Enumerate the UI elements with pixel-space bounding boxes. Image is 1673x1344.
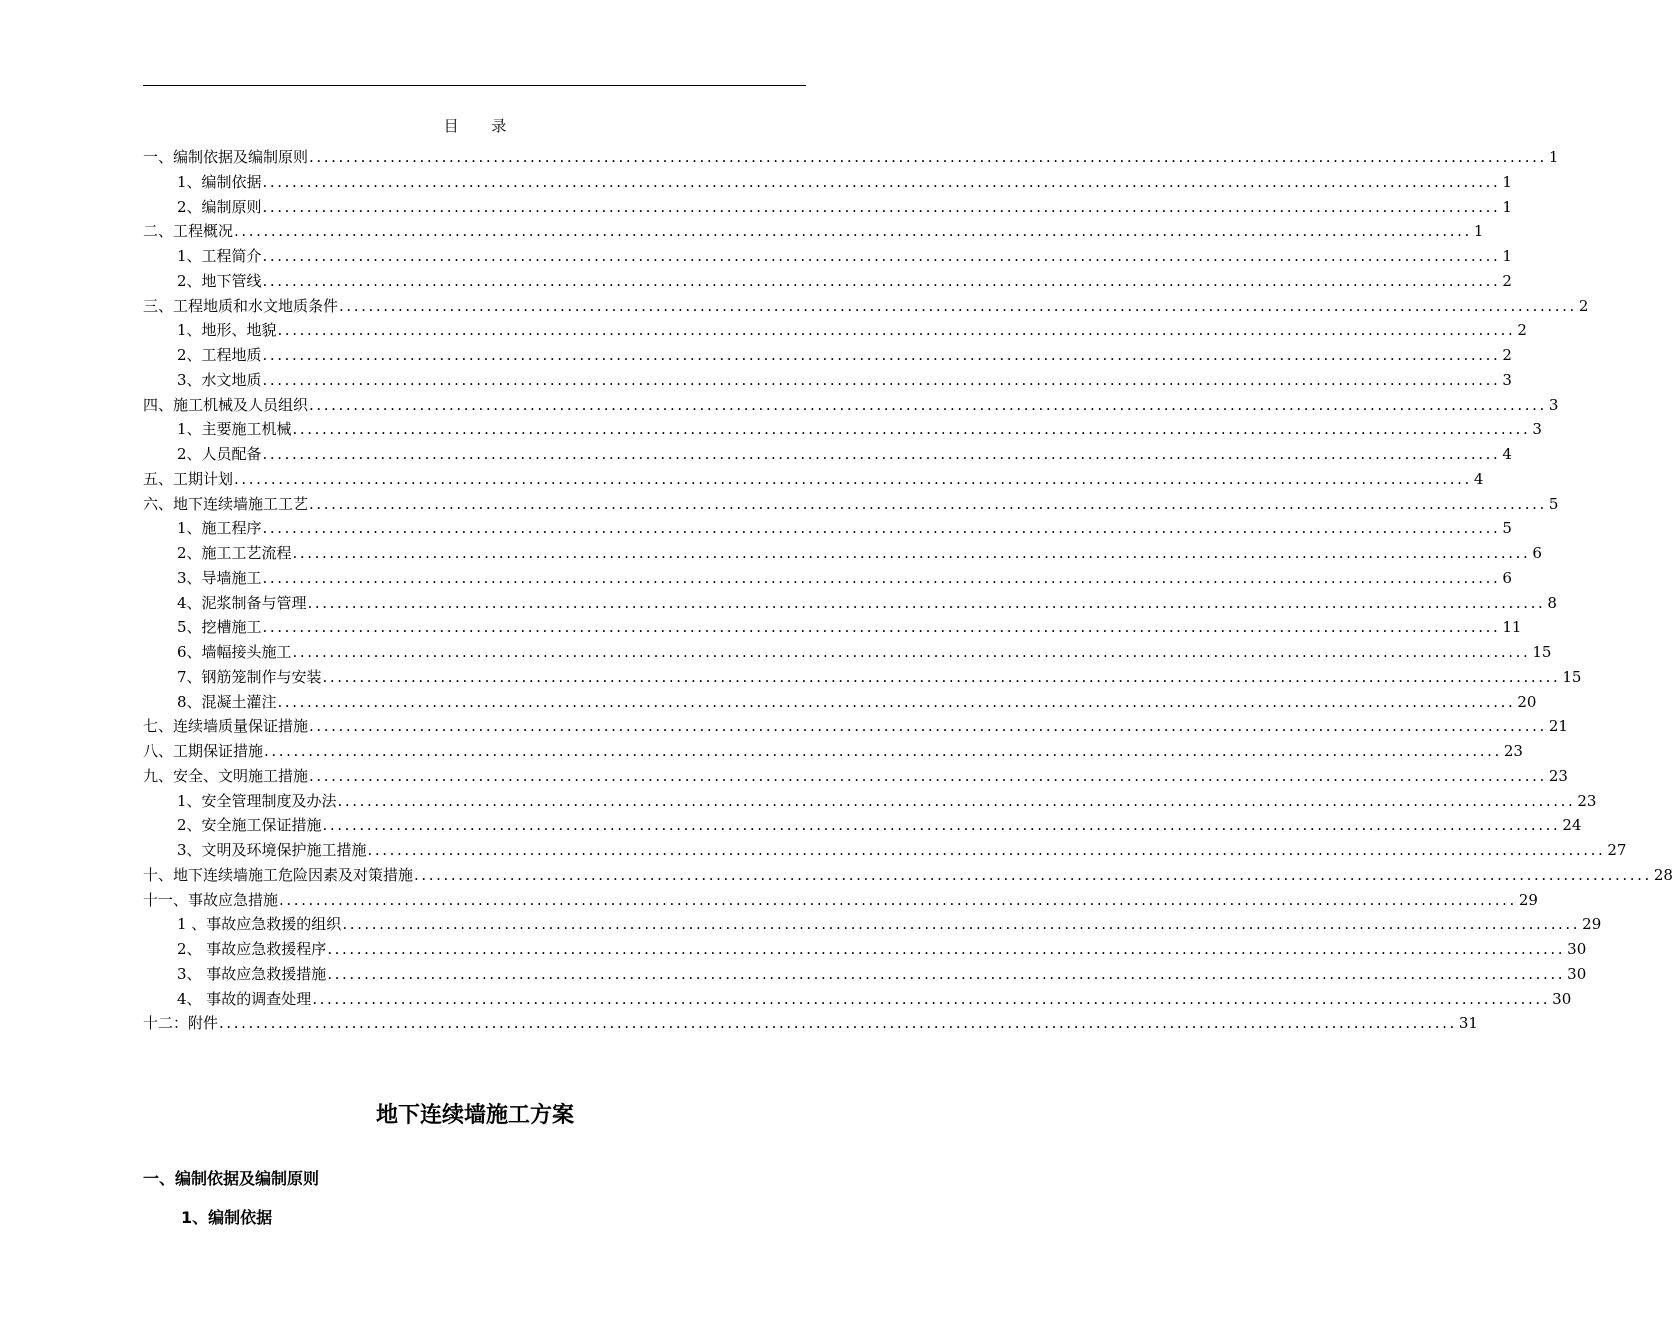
toc-entry-label: 一、编制依据及编制原则: [143, 148, 309, 166]
toc-entry[interactable]: [143, 368, 1512, 393]
toc-entry[interactable]: [143, 888, 1538, 913]
toc-entry[interactable]: [143, 962, 1587, 987]
toc-entry-page: 6: [1532, 544, 1542, 562]
toc-entry-label: 1、编制依据: [177, 172, 262, 191]
toc-entry-page: 28: [1653, 865, 1673, 884]
toc-leader-dots: ........................................................................................................................................................................: [327, 940, 1566, 958]
toc-entry[interactable]: [143, 838, 1627, 863]
toc-entry[interactable]: [143, 492, 1559, 517]
toc-leader-dots: ........................................................................................................................................................................: [414, 865, 1652, 884]
toc-entry-label: 2、编制原则: [177, 197, 262, 216]
document-title: 地下连续墙施工方案: [375, 1103, 574, 1128]
toc-entry-label: 六、地下连续墙施工工艺: [143, 494, 309, 513]
toc-entry[interactable]: [143, 318, 1527, 343]
toc-entry-label: 3、水文地质: [177, 370, 262, 389]
toc-leader-dots: ........................................................................................................................................................................: [219, 1014, 1457, 1033]
subsection-heading: 1、编制依据: [181, 1208, 273, 1227]
toc-entry[interactable]: [143, 937, 1587, 962]
toc-leader-dots: ........................................................................................................................................................................: [262, 618, 1501, 637]
toc-entry-label: 1、安全管理制度及办法: [177, 791, 337, 810]
toc-entry-label: 三、工程地质和水文地质条件: [143, 296, 339, 315]
toc-entry-page: 1: [1502, 197, 1512, 216]
toc-leader-dots: ........................................................................................................................................................................: [262, 568, 1501, 587]
toc-entry-label: 八、工期保证措施: [143, 742, 264, 760]
toc-entry-page: 23: [1577, 791, 1597, 810]
toc-entry[interactable]: [143, 195, 1512, 220]
toc-leader-dots: ........................................................................................................................................................................: [307, 593, 1546, 612]
toc-entry[interactable]: [143, 516, 1512, 541]
toc-entry-page: 30: [1567, 940, 1587, 958]
toc-entry[interactable]: [143, 789, 1597, 814]
toc-entry-label: 1、工程简介: [177, 247, 262, 265]
toc-leader-dots: ........................................................................................................................................................................: [292, 544, 1531, 562]
toc-entry-label: 3、导墙施工: [177, 568, 262, 587]
toc-entry[interactable]: [143, 170, 1512, 195]
toc-entry-label: 6、墙幅接头施工: [177, 643, 292, 661]
toc-entry-page: 11: [1502, 618, 1522, 637]
toc-leader-dots: ........................................................................................................................................................................: [322, 667, 1561, 686]
toc-leader-dots: ........................................................................................................................................................................: [264, 742, 1502, 760]
toc-leader-dots: ........................................................................................................................................................................: [262, 197, 1501, 216]
toc-leader-dots: ........................................................................................................................................................................: [262, 445, 1501, 463]
toc-entry-label: 七、连续墙质量保证措施: [143, 717, 309, 736]
toc-entry-page: 23: [1548, 766, 1568, 785]
toc-entry-page: 23: [1503, 742, 1523, 760]
toc-leader-dots: ........................................................................................................................................................................: [262, 346, 1501, 364]
toc-leader-dots: ........................................................................................................................................................................: [309, 494, 1547, 513]
toc-entry[interactable]: [143, 219, 1484, 244]
toc-entry-label: 十一、事故应急措施: [143, 890, 279, 909]
toc-entry[interactable]: [143, 244, 1512, 269]
toc-leader-dots: ........................................................................................................................................................................: [262, 172, 1501, 191]
toc-entry[interactable]: [143, 541, 1542, 566]
toc-leader-dots: ........................................................................................................................................................................: [309, 717, 1547, 736]
toc-entry[interactable]: [143, 343, 1512, 368]
toc-entry-page: 2: [1502, 271, 1512, 290]
toc-entry-label: 4、泥浆制备与管理: [177, 593, 307, 612]
toc-leader-dots: ........................................................................................................................................................................: [339, 296, 1577, 315]
toc-leader-dots: ........................................................................................................................................................................: [337, 791, 1576, 810]
toc-leader-dots: ........................................................................................................................................................................: [342, 915, 1581, 934]
toc-leader-dots: ........................................................................................................................................................................: [262, 271, 1501, 290]
toc-entry-page: 5: [1548, 494, 1559, 513]
toc-entry[interactable]: [143, 912, 1602, 937]
toc-entry-page: 1: [1502, 247, 1512, 265]
toc-entry[interactable]: [143, 690, 1537, 715]
toc-entry-label: 8、混凝土灌注: [177, 692, 277, 711]
toc-entry[interactable]: [143, 615, 1522, 640]
toc-entry[interactable]: [143, 665, 1582, 690]
toc-entry-label: 5、挖槽施工: [177, 618, 262, 637]
header-rule: [143, 85, 806, 86]
toc-entry[interactable]: [143, 1011, 1478, 1036]
toc-entry-label: 1、主要施工机械: [177, 420, 292, 439]
section-heading: 一、编制依据及编制原则: [143, 1169, 320, 1188]
toc-entry-page: 15: [1562, 667, 1582, 686]
toc-entry-label: 4、 事故的调查处理: [177, 989, 312, 1008]
toc-entry-label: 十、地下连续墙施工危险因素及对策措施: [143, 865, 414, 884]
toc-entry-page: 1: [1502, 172, 1512, 191]
toc-entry-label: 二、工程概况: [143, 222, 234, 241]
toc-entry-label: 1 、事故应急救援的组织: [177, 915, 342, 934]
toc-entry[interactable]: [143, 714, 1568, 739]
toc-entry-page: 4: [1473, 469, 1484, 488]
toc-leader-dots: ........................................................................................................................................................................: [312, 989, 1551, 1008]
toc-title: 目 录: [443, 117, 521, 135]
toc-entry[interactable]: [143, 739, 1523, 764]
toc-leader-dots: ........................................................................................................................................................................: [309, 148, 1547, 166]
toc-leader-dots: ........................................................................................................................................................................: [234, 222, 1472, 241]
toc-entry-page: 8: [1547, 593, 1557, 612]
toc-entry[interactable]: [143, 813, 1582, 838]
toc-entry-page: 15: [1532, 643, 1552, 661]
toc-entry-label: 2、地下管线: [177, 271, 262, 290]
toc-entry-page: 1: [1548, 148, 1559, 166]
toc-entry-page: 31: [1458, 1014, 1478, 1033]
toc-leader-dots: ........................................................................................................................................................................: [309, 766, 1547, 785]
toc-entry-page: 21: [1548, 717, 1568, 736]
toc-entry[interactable]: [143, 591, 1557, 616]
toc-entry-page: 24: [1562, 816, 1582, 835]
toc-entry-label: 3、文明及环境保护施工措施: [177, 841, 367, 859]
toc-entry[interactable]: [143, 393, 1559, 418]
toc-entry[interactable]: [143, 145, 1559, 170]
toc-leader-dots: ........................................................................................................................................................................: [277, 321, 1516, 340]
toc-entry-label: 2、工程地质: [177, 346, 262, 364]
toc-entry-label: 2、人员配备: [177, 445, 262, 463]
toc-entry-page: 5: [1502, 519, 1512, 538]
toc-entry-label: 五、工期计划: [143, 469, 234, 488]
toc-entry-label: 2、安全施工保证措施: [177, 816, 322, 835]
toc-entry[interactable]: [143, 442, 1512, 467]
toc-entry-page: 2: [1517, 321, 1527, 340]
toc-leader-dots: ........................................................................................................................................................................: [309, 395, 1547, 414]
toc-entry-page: 3: [1548, 395, 1559, 414]
toc-entry-label: 7、钢筋笼制作与安装: [177, 667, 322, 686]
toc-entry-page: 29: [1582, 915, 1602, 934]
toc-entry[interactable]: [143, 566, 1512, 591]
toc-entry-page: 30: [1552, 989, 1572, 1008]
toc-entry-label: 十二：附件: [143, 1014, 219, 1033]
toc-entry-page: 6: [1502, 568, 1512, 587]
toc-entry-page: 2: [1502, 346, 1512, 364]
toc-leader-dots: ........................................................................................................................................................................: [262, 370, 1501, 389]
toc-entry-label: 1、施工程序: [177, 519, 262, 538]
toc-entry[interactable]: [143, 467, 1484, 492]
toc-entry-label: 3、 事故应急救援措施: [177, 964, 327, 983]
toc-leader-dots: ........................................................................................................................................................................: [262, 519, 1501, 538]
toc-entry-page: 29: [1518, 890, 1538, 909]
toc-entry[interactable]: [143, 269, 1512, 294]
toc-entry-page: 27: [1607, 841, 1627, 859]
toc-entry-page: 3: [1502, 370, 1512, 389]
toc-entry-page: 3: [1532, 420, 1542, 439]
toc-entry-label: 2、施工工艺流程: [177, 544, 292, 562]
table-of-contents: [143, 145, 1673, 1036]
toc-entry[interactable]: [143, 640, 1552, 665]
toc-leader-dots: ........................................................................................................................................................................: [277, 692, 1516, 711]
toc-entry-page: 1: [1473, 222, 1484, 241]
toc-leader-dots: ........................................................................................................................................................................: [322, 816, 1561, 835]
toc-leader-dots: ........................................................................................................................................................................: [279, 890, 1517, 909]
toc-leader-dots: ........................................................................................................................................................................: [292, 643, 1531, 661]
toc-entry[interactable]: [143, 417, 1542, 442]
toc-leader-dots: ........................................................................................................................................................................: [327, 964, 1566, 983]
toc-entry-page: 20: [1517, 692, 1537, 711]
toc-entry-label: 九、安全、文明施工措施: [143, 766, 309, 785]
toc-entry-page: 4: [1502, 445, 1512, 463]
toc-entry[interactable]: [143, 863, 1673, 888]
toc-leader-dots: ........................................................................................................................................................................: [367, 841, 1606, 859]
toc-entry-label: 四、施工机械及人员组织: [143, 395, 309, 414]
toc-entry-label: 2、 事故应急救援程序: [177, 940, 327, 958]
toc-leader-dots: ........................................................................................................................................................................: [234, 469, 1472, 488]
toc-entry[interactable]: [143, 294, 1589, 319]
toc-entry[interactable]: [143, 764, 1568, 789]
toc-entry-label: 1、地形、地貌: [177, 321, 277, 340]
toc-entry-page: 2: [1578, 296, 1589, 315]
toc-leader-dots: ........................................................................................................................................................................: [262, 247, 1501, 265]
toc-leader-dots: ........................................................................................................................................................................: [292, 420, 1531, 439]
toc-entry-page: 30: [1567, 964, 1587, 983]
toc-entry[interactable]: [143, 987, 1572, 1012]
